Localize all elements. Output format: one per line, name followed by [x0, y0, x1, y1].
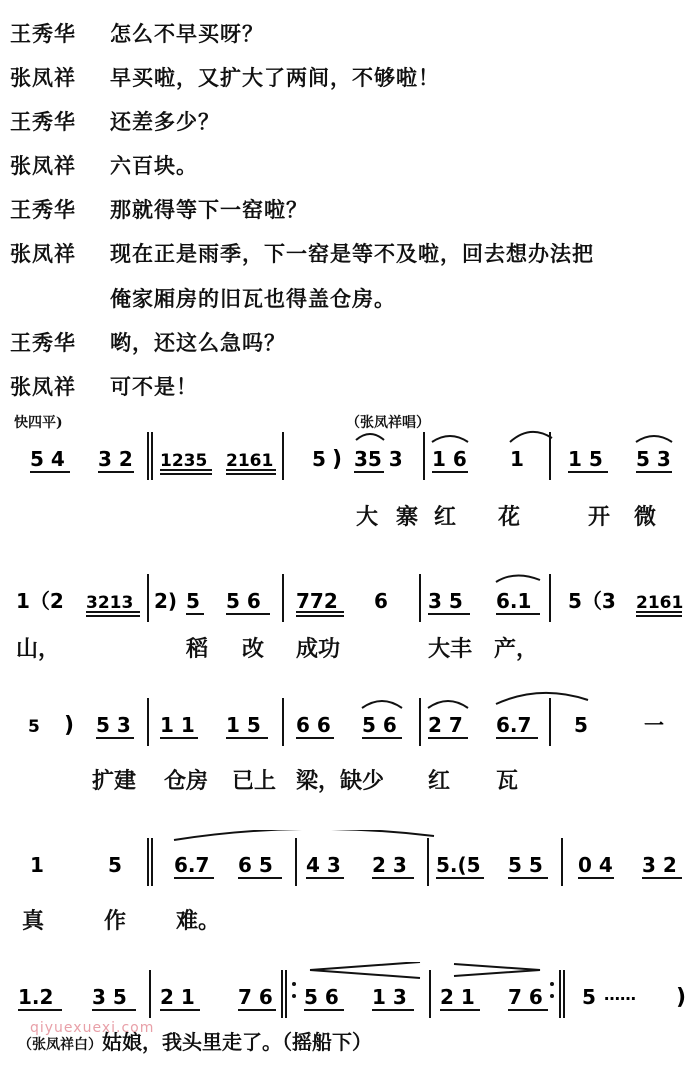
tremolo-dots: ……: [604, 985, 636, 1004]
note-group: 2161: [636, 593, 684, 613]
note-group: 5 3: [636, 447, 671, 471]
note-group: 5: [582, 985, 596, 1009]
dialogue-line: [10, 106, 220, 136]
note-group: 1 6: [432, 447, 467, 471]
lyric: 已上: [232, 768, 277, 794]
note-group: 5 3: [96, 713, 131, 737]
score-row-4: [0, 830, 700, 900]
speaker: 张凤祥: [10, 241, 76, 266]
dialogue-line: [10, 18, 264, 48]
watermark: qiyuexuexi.com: [30, 1020, 155, 1036]
note-group: 一: [644, 713, 664, 737]
note-group: 1: [30, 853, 44, 877]
note-group: 5: [186, 589, 200, 613]
note-group: 3 2: [98, 447, 133, 471]
note-group: 6 6: [296, 713, 331, 737]
note-group: ): [332, 447, 343, 472]
dialogue-continuation: 俺家厢房的旧瓦也得盖仓房。: [110, 286, 396, 311]
note-group: 1（2: [16, 589, 64, 613]
note-group: 1 5: [568, 447, 603, 471]
lyric: 稻: [186, 636, 209, 662]
note-group: 1235: [160, 451, 208, 471]
note-group: 1 3: [372, 985, 407, 1009]
note-group: 5: [574, 713, 588, 737]
note-group: 5: [108, 853, 122, 877]
line-text: 可不是！: [110, 374, 198, 399]
speaker: 王秀华: [10, 330, 76, 355]
lyric: 瓦: [496, 768, 519, 794]
note-group: 2): [154, 589, 178, 613]
note-group: 3 5: [428, 589, 463, 613]
tempo-mark: 快四平): [14, 415, 63, 431]
note-group: 1 5: [226, 713, 261, 737]
note-group: 4 3: [306, 853, 341, 877]
lyric: 红: [434, 504, 457, 530]
note-group: 6: [374, 589, 388, 613]
note-group: ): [676, 985, 687, 1010]
dialogue-line: [10, 371, 198, 401]
note-group: 0 4: [578, 853, 613, 877]
note-group: 5: [312, 447, 326, 471]
note-group: 6.1: [496, 589, 532, 613]
line-text: 哟，还这么急吗？: [110, 330, 286, 355]
note-group: 5 6: [226, 589, 261, 613]
dialogue-line: [10, 194, 308, 224]
note-group: 3213: [86, 593, 134, 613]
score-row-1: [0, 424, 700, 494]
note-group: 5 6: [304, 985, 339, 1009]
dialogue-line: [10, 62, 440, 92]
lyric: 改: [242, 636, 265, 662]
lyric: 产，: [494, 636, 539, 662]
note-group: 2161: [226, 451, 274, 471]
note-group: 3 5: [92, 985, 127, 1009]
score-row-2: [0, 566, 700, 636]
note-group: 2 7: [428, 713, 463, 737]
dialogue-line: [10, 327, 286, 357]
note-group: 6.7: [496, 713, 532, 737]
speaker: 张凤祥: [10, 65, 76, 90]
lyric: 大: [356, 504, 379, 530]
lyric: 真: [22, 908, 45, 934]
note-group: 2 1: [160, 985, 195, 1009]
speaker: 王秀华: [10, 109, 76, 134]
line-text: 现在正是雨季，下一窑是等不及啦，回去想办法把: [110, 241, 594, 266]
note-group: 2 1: [440, 985, 475, 1009]
lyric: 难。: [176, 908, 221, 934]
line-text: 六百块。: [110, 153, 198, 178]
speaker: 王秀华: [10, 197, 76, 222]
lyric: 作: [104, 908, 127, 934]
line-text: 那就得等下一窑啦？: [110, 197, 308, 222]
lyric: 山，: [16, 636, 61, 662]
lyric: 大丰: [428, 636, 473, 662]
note-group: 5 5: [508, 853, 543, 877]
note-group: ): [64, 713, 75, 738]
note-group: 5（3: [568, 589, 616, 613]
note-group: 6 5: [238, 853, 273, 877]
speaker: 张凤祥: [10, 153, 76, 178]
lyric: 花: [498, 504, 521, 530]
lyric: 仓房: [164, 768, 209, 794]
note-group: 772: [296, 589, 338, 613]
note-group: 1 1: [160, 713, 195, 737]
note-group: 7 6: [508, 985, 543, 1009]
note-group: 3 2: [642, 853, 677, 877]
note-group: 35 3: [354, 447, 403, 471]
closing-text: 姑娘，我头里走了。（摇船下）: [102, 1030, 372, 1054]
score-row-3: [0, 690, 700, 760]
line-text: 怎么不早买呀？: [110, 21, 264, 46]
note-group: 5: [28, 717, 40, 737]
singer-mark: （张凤祥唱）: [346, 415, 430, 431]
note-group: 1: [510, 447, 524, 471]
line-text: 还差多少？: [110, 109, 220, 134]
speaker-aside: （张凤祥白）: [18, 1037, 102, 1053]
dialogue-line: [10, 238, 594, 268]
note-group: 1.2: [18, 985, 54, 1009]
lyric: 寨: [396, 504, 419, 530]
dialogue-line: [10, 150, 198, 180]
lyric: 成功: [296, 636, 341, 662]
lyric: 梁，缺少: [296, 768, 385, 794]
line-text: 早买啦，又扩大了两间，不够啦！: [110, 65, 440, 90]
note-group: 5.(5: [436, 853, 481, 877]
speaker: 王秀华: [10, 21, 76, 46]
lyric: 微: [634, 504, 657, 530]
speaker: 张凤祥: [10, 374, 76, 399]
note-group: 5 4: [30, 447, 65, 471]
note-group: 5 6: [362, 713, 397, 737]
note-group: 6.7: [174, 853, 210, 877]
lyric: 红: [428, 768, 451, 794]
note-group: 7 6: [238, 985, 273, 1009]
lyric: 开: [588, 504, 611, 530]
note-group: 2 3: [372, 853, 407, 877]
lyric: 扩建: [92, 768, 137, 794]
